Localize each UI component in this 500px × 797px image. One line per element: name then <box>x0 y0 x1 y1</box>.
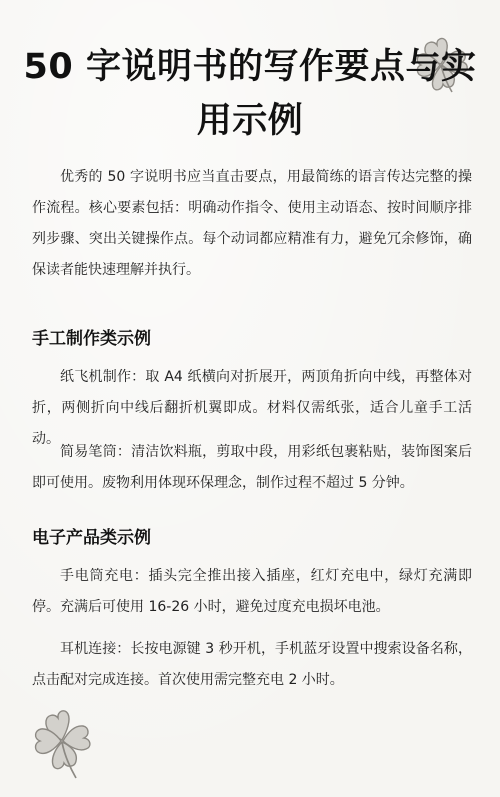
section-heading-handcraft: 手工制作类示例 <box>32 329 151 349</box>
paragraph-pen-holder: 简易笔筒：清洁饮料瓶，剪取中段，用彩纸包裹粘贴，装饰图案后即可使用。废物利用体现环保理念，制作过程不超过 5 分钟。 <box>32 444 472 491</box>
page-title: 50 字说明书的写作要点与实用示例 <box>23 47 477 141</box>
clover-icon <box>26 706 98 782</box>
intro-paragraph: 优秀的 50 字说明书应当直击要点，用最简练的语言传达完整的操作流程。核心要素包括：明确动作指令、使用主动语态、按时间顺序排列步骤、突出关键操作点。每个动词都应精准有力，避免冗余修饰，确保读者能快速理解并执行。 <box>32 169 472 278</box>
paragraph-paper-plane: 纸飞机制作：取 A4 纸横向对折展开，两顶角折向中线，再整体对折，两侧折向中线后翻折机翼即成。材料仅需纸张，适合儿童手工活动。 <box>32 369 472 447</box>
paragraph-earphone: 耳机连接：长按电源键 3 秒开机，手机蓝牙设置中搜索设备名称，点击配对完成连接。首次使用需完整充电 2 小时。 <box>32 641 472 688</box>
section-heading-electronics: 电子产品类示例 <box>32 528 151 548</box>
paragraph-flashlight: 手电筒充电：插头完全推出接入插座，红灯充电中，绿灯充满即停。充满后可使用 16-26 小时，避免过度充电损坏电池。 <box>32 568 472 615</box>
